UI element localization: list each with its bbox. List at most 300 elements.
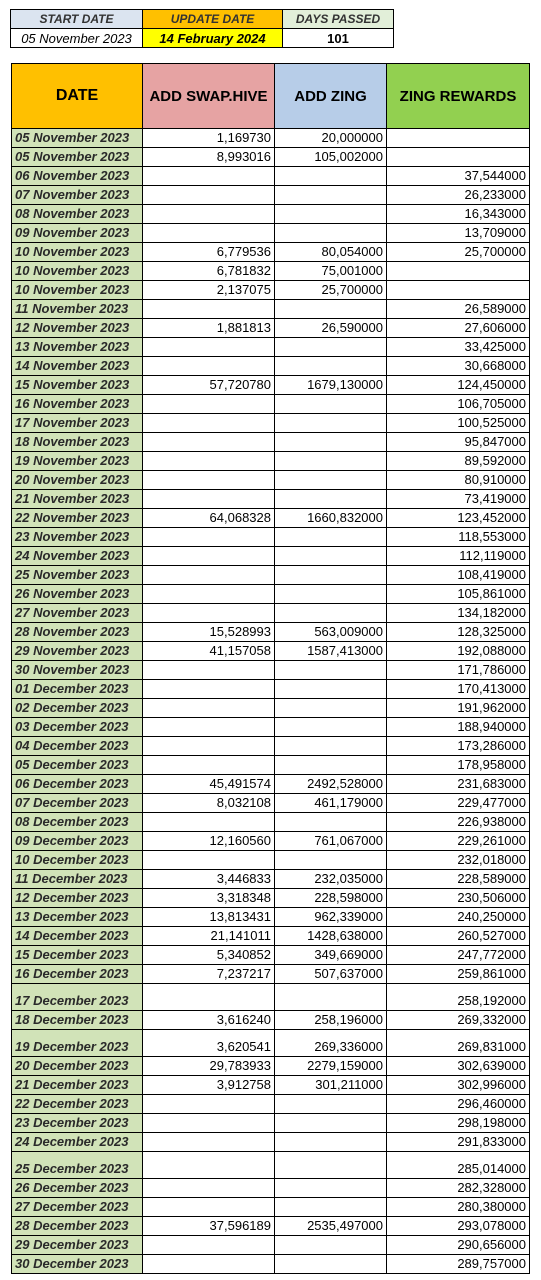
cell-add-swap-hive[interactable] bbox=[143, 604, 275, 623]
cell-date[interactable]: 04 December 2023 bbox=[12, 737, 143, 756]
cell-add-swap-hive[interactable] bbox=[143, 1179, 275, 1198]
cell-zing-rewards[interactable]: 229,477000 bbox=[387, 794, 530, 813]
rewards-table bbox=[11, 63, 530, 1274]
summary-value-row bbox=[11, 29, 394, 48]
cell-zing-rewards[interactable]: 112,119000 bbox=[387, 547, 530, 566]
table-row bbox=[12, 832, 530, 851]
cell-date[interactable]: 02 December 2023 bbox=[12, 699, 143, 718]
cell-date[interactable]: 23 December 2023 bbox=[12, 1114, 143, 1133]
cell-zing-rewards[interactable]: 280,380000 bbox=[387, 1198, 530, 1217]
cell-date[interactable]: 26 November 2023 bbox=[12, 585, 143, 604]
cell-date[interactable]: 28 November 2023 bbox=[12, 623, 143, 642]
cell-add-zing[interactable] bbox=[275, 547, 387, 566]
table-row bbox=[12, 186, 530, 205]
cell-add-zing[interactable] bbox=[275, 224, 387, 243]
cell-add-swap-hive[interactable] bbox=[143, 699, 275, 718]
cell-zing-rewards[interactable]: 118,553000 bbox=[387, 528, 530, 547]
cell-date[interactable]: 19 December 2023 bbox=[12, 1030, 143, 1057]
table-row bbox=[12, 471, 530, 490]
cell-add-swap-hive[interactable] bbox=[143, 452, 275, 471]
cell-zing-rewards[interactable]: 240,250000 bbox=[387, 908, 530, 927]
cell-add-swap-hive[interactable] bbox=[143, 186, 275, 205]
cell-zing-rewards[interactable]: 302,639000 bbox=[387, 1057, 530, 1076]
cell-add-zing[interactable] bbox=[275, 1255, 387, 1274]
cell-add-zing[interactable]: 2535,497000 bbox=[275, 1217, 387, 1236]
cell-date[interactable]: 03 December 2023 bbox=[12, 718, 143, 737]
cell-zing-rewards[interactable]: 124,450000 bbox=[387, 376, 530, 395]
table-row bbox=[12, 490, 530, 509]
cell-add-swap-hive[interactable] bbox=[143, 528, 275, 547]
cell-add-zing[interactable]: 461,179000 bbox=[275, 794, 387, 813]
cell-date[interactable]: 05 December 2023 bbox=[12, 756, 143, 775]
cell-add-swap-hive[interactable] bbox=[143, 357, 275, 376]
cell-add-swap-hive[interactable] bbox=[143, 205, 275, 224]
cell-add-swap-hive[interactable]: 1,169730 bbox=[143, 129, 275, 148]
cell-date[interactable]: 27 November 2023 bbox=[12, 604, 143, 623]
cell-date[interactable]: 14 December 2023 bbox=[12, 927, 143, 946]
cell-add-zing[interactable] bbox=[275, 1095, 387, 1114]
cell-add-zing[interactable] bbox=[275, 737, 387, 756]
cell-add-zing[interactable]: 75,001000 bbox=[275, 262, 387, 281]
cell-date[interactable]: 09 November 2023 bbox=[12, 224, 143, 243]
cell-zing-rewards[interactable] bbox=[387, 148, 530, 167]
cell-zing-rewards[interactable]: 232,018000 bbox=[387, 851, 530, 870]
table-row bbox=[12, 623, 530, 642]
cell-date[interactable]: 18 December 2023 bbox=[12, 1011, 143, 1030]
cell-zing-rewards[interactable]: 106,705000 bbox=[387, 395, 530, 414]
cell-add-swap-hive[interactable]: 6,779536 bbox=[143, 243, 275, 262]
table-row bbox=[12, 642, 530, 661]
cell-add-swap-hive[interactable]: 57,720780 bbox=[143, 376, 275, 395]
cell-zing-rewards[interactable]: 192,088000 bbox=[387, 642, 530, 661]
cell-zing-rewards[interactable]: 25,700000 bbox=[387, 243, 530, 262]
column-header-add-swap-hive[interactable]: ADD SWAP.HIVE bbox=[143, 64, 275, 129]
rewards-table-body bbox=[12, 129, 530, 1274]
cell-add-zing[interactable] bbox=[275, 414, 387, 433]
cell-add-swap-hive[interactable]: 6,781832 bbox=[143, 262, 275, 281]
table-row bbox=[12, 1255, 530, 1274]
cell-zing-rewards[interactable]: 26,589000 bbox=[387, 300, 530, 319]
cell-date[interactable]: 21 December 2023 bbox=[12, 1076, 143, 1095]
cell-add-swap-hive[interactable] bbox=[143, 433, 275, 452]
cell-date[interactable]: 16 November 2023 bbox=[12, 395, 143, 414]
cell-add-swap-hive[interactable]: 3,616240 bbox=[143, 1011, 275, 1030]
cell-add-swap-hive[interactable]: 13,813431 bbox=[143, 908, 275, 927]
cell-zing-rewards[interactable]: 302,996000 bbox=[387, 1076, 530, 1095]
cell-add-swap-hive[interactable] bbox=[143, 1114, 275, 1133]
cell-date[interactable]: 06 December 2023 bbox=[12, 775, 143, 794]
cell-add-swap-hive[interactable]: 15,528993 bbox=[143, 623, 275, 642]
table-row bbox=[12, 965, 530, 984]
cell-add-zing[interactable]: 761,067000 bbox=[275, 832, 387, 851]
cell-add-swap-hive[interactable] bbox=[143, 167, 275, 186]
table-row bbox=[12, 870, 530, 889]
cell-add-zing[interactable] bbox=[275, 452, 387, 471]
cell-date[interactable]: 21 November 2023 bbox=[12, 490, 143, 509]
cell-add-swap-hive[interactable] bbox=[143, 300, 275, 319]
cell-add-swap-hive[interactable] bbox=[143, 414, 275, 433]
cell-add-zing[interactable]: 301,211000 bbox=[275, 1076, 387, 1095]
cell-zing-rewards[interactable]: 105,861000 bbox=[387, 585, 530, 604]
cell-zing-rewards[interactable] bbox=[387, 129, 530, 148]
cell-add-swap-hive[interactable]: 3,446833 bbox=[143, 870, 275, 889]
table-row bbox=[12, 1179, 530, 1198]
table-row bbox=[12, 1030, 530, 1057]
table-row bbox=[12, 927, 530, 946]
cell-add-zing[interactable] bbox=[275, 338, 387, 357]
cell-zing-rewards[interactable]: 191,962000 bbox=[387, 699, 530, 718]
cell-add-swap-hive[interactable] bbox=[143, 756, 275, 775]
table-row bbox=[12, 509, 530, 528]
cell-add-swap-hive[interactable]: 3,620541 bbox=[143, 1030, 275, 1057]
cell-add-zing[interactable]: 105,002000 bbox=[275, 148, 387, 167]
cell-add-swap-hive[interactable] bbox=[143, 471, 275, 490]
cell-add-zing[interactable] bbox=[275, 984, 387, 1011]
cell-add-zing[interactable]: 507,637000 bbox=[275, 965, 387, 984]
cell-zing-rewards[interactable]: 269,831000 bbox=[387, 1030, 530, 1057]
cell-add-zing[interactable]: 563,009000 bbox=[275, 623, 387, 642]
cell-add-swap-hive[interactable] bbox=[143, 718, 275, 737]
cell-add-zing[interactable] bbox=[275, 528, 387, 547]
cell-zing-rewards[interactable]: 247,772000 bbox=[387, 946, 530, 965]
cell-add-swap-hive[interactable] bbox=[143, 1198, 275, 1217]
cell-date[interactable]: 08 November 2023 bbox=[12, 205, 143, 224]
cell-date[interactable]: 11 December 2023 bbox=[12, 870, 143, 889]
cell-date[interactable]: 25 December 2023 bbox=[12, 1152, 143, 1179]
cell-add-swap-hive[interactable]: 41,157058 bbox=[143, 642, 275, 661]
rewards-header-row bbox=[12, 64, 530, 129]
cell-date[interactable]: 14 November 2023 bbox=[12, 357, 143, 376]
cell-add-zing[interactable] bbox=[275, 1179, 387, 1198]
cell-zing-rewards[interactable]: 290,656000 bbox=[387, 1236, 530, 1255]
days-passed-value[interactable]: 101 bbox=[283, 29, 394, 48]
cell-date[interactable]: 17 December 2023 bbox=[12, 984, 143, 1011]
cell-add-zing[interactable]: 228,598000 bbox=[275, 889, 387, 908]
cell-date[interactable]: 13 December 2023 bbox=[12, 908, 143, 927]
column-header-add-zing[interactable]: ADD ZING bbox=[275, 64, 387, 129]
cell-add-zing[interactable] bbox=[275, 1133, 387, 1152]
cell-add-swap-hive[interactable] bbox=[143, 813, 275, 832]
cell-add-zing[interactable] bbox=[275, 167, 387, 186]
cell-zing-rewards[interactable]: 123,452000 bbox=[387, 509, 530, 528]
cell-add-zing[interactable] bbox=[275, 661, 387, 680]
column-header-zing-rewards[interactable]: ZING REWARDS bbox=[387, 64, 530, 129]
table-row bbox=[12, 1217, 530, 1236]
cell-add-swap-hive[interactable]: 8,032108 bbox=[143, 794, 275, 813]
cell-zing-rewards[interactable]: 100,525000 bbox=[387, 414, 530, 433]
table-row bbox=[12, 1114, 530, 1133]
cell-zing-rewards[interactable]: 170,413000 bbox=[387, 680, 530, 699]
cell-add-zing[interactable]: 962,339000 bbox=[275, 908, 387, 927]
cell-add-zing[interactable] bbox=[275, 756, 387, 775]
cell-add-swap-hive[interactable] bbox=[143, 1133, 275, 1152]
cell-zing-rewards[interactable]: 26,233000 bbox=[387, 186, 530, 205]
cell-add-zing[interactable] bbox=[275, 186, 387, 205]
cell-date[interactable]: 22 November 2023 bbox=[12, 509, 143, 528]
cell-add-zing[interactable] bbox=[275, 205, 387, 224]
cell-add-swap-hive[interactable] bbox=[143, 1236, 275, 1255]
table-row bbox=[12, 1236, 530, 1255]
cell-add-swap-hive[interactable]: 1,881813 bbox=[143, 319, 275, 338]
cell-zing-rewards[interactable]: 188,940000 bbox=[387, 718, 530, 737]
cell-zing-rewards[interactable]: 291,833000 bbox=[387, 1133, 530, 1152]
cell-add-zing[interactable] bbox=[275, 471, 387, 490]
table-row bbox=[12, 300, 530, 319]
table-row bbox=[12, 718, 530, 737]
cell-zing-rewards[interactable]: 228,589000 bbox=[387, 870, 530, 889]
cell-add-zing[interactable]: 26,590000 bbox=[275, 319, 387, 338]
cell-add-zing[interactable] bbox=[275, 433, 387, 452]
cell-add-swap-hive[interactable] bbox=[143, 1152, 275, 1179]
table-row bbox=[12, 680, 530, 699]
cell-add-zing[interactable] bbox=[275, 680, 387, 699]
cell-add-zing[interactable]: 2279,159000 bbox=[275, 1057, 387, 1076]
cell-date[interactable]: 27 December 2023 bbox=[12, 1198, 143, 1217]
cell-zing-rewards[interactable] bbox=[387, 262, 530, 281]
cell-add-zing[interactable]: 258,196000 bbox=[275, 1011, 387, 1030]
cell-date[interactable]: 24 November 2023 bbox=[12, 547, 143, 566]
cell-add-zing[interactable] bbox=[275, 357, 387, 376]
cell-add-zing[interactable] bbox=[275, 566, 387, 585]
table-row bbox=[12, 262, 530, 281]
cell-add-zing[interactable]: 349,669000 bbox=[275, 946, 387, 965]
table-row bbox=[12, 1152, 530, 1179]
cell-date[interactable]: 05 November 2023 bbox=[12, 148, 143, 167]
cell-zing-rewards[interactable]: 229,261000 bbox=[387, 832, 530, 851]
cell-add-swap-hive[interactable] bbox=[143, 1255, 275, 1274]
column-header-date[interactable]: DATE bbox=[12, 64, 143, 129]
cell-zing-rewards[interactable]: 296,460000 bbox=[387, 1095, 530, 1114]
cell-date[interactable]: 13 November 2023 bbox=[12, 338, 143, 357]
cell-add-zing[interactable] bbox=[275, 585, 387, 604]
cell-date[interactable]: 09 December 2023 bbox=[12, 832, 143, 851]
table-row bbox=[12, 851, 530, 870]
cell-date[interactable]: 29 November 2023 bbox=[12, 642, 143, 661]
cell-add-swap-hive[interactable]: 3,318348 bbox=[143, 889, 275, 908]
table-row bbox=[12, 1095, 530, 1114]
cell-add-swap-hive[interactable] bbox=[143, 585, 275, 604]
cell-add-swap-hive[interactable] bbox=[143, 737, 275, 756]
table-row bbox=[12, 319, 530, 338]
table-row bbox=[12, 585, 530, 604]
cell-add-zing[interactable] bbox=[275, 813, 387, 832]
table-row bbox=[12, 737, 530, 756]
cell-zing-rewards[interactable]: 178,958000 bbox=[387, 756, 530, 775]
cell-add-zing[interactable] bbox=[275, 490, 387, 509]
cell-add-zing[interactable] bbox=[275, 1198, 387, 1217]
cell-zing-rewards[interactable]: 37,544000 bbox=[387, 167, 530, 186]
cell-add-swap-hive[interactable] bbox=[143, 984, 275, 1011]
cell-zing-rewards[interactable]: 298,198000 bbox=[387, 1114, 530, 1133]
cell-date[interactable]: 25 November 2023 bbox=[12, 566, 143, 585]
cell-add-swap-hive[interactable]: 7,237217 bbox=[143, 965, 275, 984]
cell-add-swap-hive[interactable]: 37,596189 bbox=[143, 1217, 275, 1236]
table-row bbox=[12, 205, 530, 224]
table-row bbox=[12, 1057, 530, 1076]
cell-add-zing[interactable] bbox=[275, 718, 387, 737]
cell-add-swap-hive[interactable] bbox=[143, 338, 275, 357]
cell-date[interactable]: 22 December 2023 bbox=[12, 1095, 143, 1114]
cell-add-swap-hive[interactable] bbox=[143, 661, 275, 680]
table-row bbox=[12, 908, 530, 927]
cell-date[interactable]: 07 December 2023 bbox=[12, 794, 143, 813]
cell-zing-rewards[interactable]: 30,668000 bbox=[387, 357, 530, 376]
cell-add-zing[interactable] bbox=[275, 851, 387, 870]
table-row bbox=[12, 889, 530, 908]
update-date-value[interactable]: 14 February 2024 bbox=[143, 29, 283, 48]
cell-date[interactable]: 20 December 2023 bbox=[12, 1057, 143, 1076]
cell-add-zing[interactable]: 1587,413000 bbox=[275, 642, 387, 661]
cell-add-zing[interactable]: 25,700000 bbox=[275, 281, 387, 300]
cell-add-swap-hive[interactable]: 12,160560 bbox=[143, 832, 275, 851]
table-row bbox=[12, 148, 530, 167]
cell-add-swap-hive[interactable] bbox=[143, 566, 275, 585]
cell-add-zing[interactable]: 2492,528000 bbox=[275, 775, 387, 794]
table-row bbox=[12, 699, 530, 718]
cell-add-zing[interactable]: 232,035000 bbox=[275, 870, 387, 889]
cell-zing-rewards[interactable]: 230,506000 bbox=[387, 889, 530, 908]
table-row bbox=[12, 433, 530, 452]
cell-zing-rewards[interactable]: 231,683000 bbox=[387, 775, 530, 794]
cell-date[interactable]: 26 December 2023 bbox=[12, 1179, 143, 1198]
cell-zing-rewards[interactable]: 293,078000 bbox=[387, 1217, 530, 1236]
cell-zing-rewards[interactable]: 13,709000 bbox=[387, 224, 530, 243]
cell-add-zing[interactable] bbox=[275, 1114, 387, 1133]
cell-date[interactable]: 20 November 2023 bbox=[12, 471, 143, 490]
cell-add-swap-hive[interactable]: 45,491574 bbox=[143, 775, 275, 794]
cell-date[interactable]: 10 November 2023 bbox=[12, 262, 143, 281]
cell-add-swap-hive[interactable] bbox=[143, 490, 275, 509]
cell-add-zing[interactable] bbox=[275, 699, 387, 718]
cell-zing-rewards[interactable]: 260,527000 bbox=[387, 927, 530, 946]
table-row bbox=[12, 414, 530, 433]
cell-zing-rewards[interactable]: 89,592000 bbox=[387, 452, 530, 471]
cell-zing-rewards[interactable]: 226,938000 bbox=[387, 813, 530, 832]
cell-date[interactable]: 15 November 2023 bbox=[12, 376, 143, 395]
cell-zing-rewards[interactable]: 33,425000 bbox=[387, 338, 530, 357]
cell-add-swap-hive[interactable] bbox=[143, 1095, 275, 1114]
cell-add-swap-hive[interactable] bbox=[143, 395, 275, 414]
days-passed-header[interactable]: DAYS PASSED bbox=[283, 10, 394, 29]
cell-zing-rewards[interactable]: 259,861000 bbox=[387, 965, 530, 984]
table-row bbox=[12, 547, 530, 566]
table-row bbox=[12, 1133, 530, 1152]
cell-add-swap-hive[interactable] bbox=[143, 680, 275, 699]
cell-date[interactable]: 29 December 2023 bbox=[12, 1236, 143, 1255]
cell-add-swap-hive[interactable]: 8,993016 bbox=[143, 148, 275, 167]
cell-date[interactable]: 08 December 2023 bbox=[12, 813, 143, 832]
cell-zing-rewards[interactable]: 269,332000 bbox=[387, 1011, 530, 1030]
cell-add-zing[interactable]: 1679,130000 bbox=[275, 376, 387, 395]
cell-add-zing[interactable] bbox=[275, 395, 387, 414]
cell-zing-rewards[interactable]: 173,286000 bbox=[387, 737, 530, 756]
cell-zing-rewards[interactable]: 128,325000 bbox=[387, 623, 530, 642]
cell-zing-rewards[interactable]: 285,014000 bbox=[387, 1152, 530, 1179]
start-date-value[interactable]: 05 November 2023 bbox=[11, 29, 143, 48]
cell-date[interactable]: 06 November 2023 bbox=[12, 167, 143, 186]
table-row bbox=[12, 243, 530, 262]
table-row bbox=[12, 338, 530, 357]
cell-zing-rewards[interactable]: 171,786000 bbox=[387, 661, 530, 680]
cell-date[interactable]: 18 November 2023 bbox=[12, 433, 143, 452]
table-row bbox=[12, 376, 530, 395]
table-row bbox=[12, 129, 530, 148]
cell-date[interactable]: 30 November 2023 bbox=[12, 661, 143, 680]
table-row bbox=[12, 984, 530, 1011]
cell-add-swap-hive[interactable]: 64,068328 bbox=[143, 509, 275, 528]
table-row bbox=[12, 452, 530, 471]
cell-date[interactable]: 19 November 2023 bbox=[12, 452, 143, 471]
cell-zing-rewards[interactable]: 73,419000 bbox=[387, 490, 530, 509]
cell-add-zing[interactable] bbox=[275, 1236, 387, 1255]
cell-zing-rewards[interactable] bbox=[387, 281, 530, 300]
table-row bbox=[12, 357, 530, 376]
cell-add-swap-hive[interactable] bbox=[143, 851, 275, 870]
cell-zing-rewards[interactable]: 108,419000 bbox=[387, 566, 530, 585]
cell-zing-rewards[interactable]: 27,606000 bbox=[387, 319, 530, 338]
cell-date[interactable]: 28 December 2023 bbox=[12, 1217, 143, 1236]
cell-zing-rewards[interactable]: 258,192000 bbox=[387, 984, 530, 1011]
cell-add-zing[interactable]: 1660,832000 bbox=[275, 509, 387, 528]
table-row bbox=[12, 1198, 530, 1217]
cell-date[interactable]: 10 December 2023 bbox=[12, 851, 143, 870]
cell-add-zing[interactable] bbox=[275, 604, 387, 623]
cell-date[interactable]: 15 December 2023 bbox=[12, 946, 143, 965]
cell-add-swap-hive[interactable] bbox=[143, 547, 275, 566]
cell-zing-rewards[interactable]: 80,910000 bbox=[387, 471, 530, 490]
cell-add-swap-hive[interactable]: 5,340852 bbox=[143, 946, 275, 965]
cell-zing-rewards[interactable]: 282,328000 bbox=[387, 1179, 530, 1198]
table-row bbox=[12, 167, 530, 186]
cell-add-swap-hive[interactable]: 2,137075 bbox=[143, 281, 275, 300]
update-date-header[interactable]: UPDATE DATE bbox=[143, 10, 283, 29]
summary-table bbox=[10, 9, 394, 48]
cell-date[interactable]: 10 November 2023 bbox=[12, 281, 143, 300]
cell-date[interactable]: 01 December 2023 bbox=[12, 680, 143, 699]
table-row bbox=[12, 1011, 530, 1030]
table-row bbox=[12, 661, 530, 680]
cell-date[interactable]: 24 December 2023 bbox=[12, 1133, 143, 1152]
cell-date[interactable]: 07 November 2023 bbox=[12, 186, 143, 205]
cell-add-swap-hive[interactable]: 3,912758 bbox=[143, 1076, 275, 1095]
cell-add-zing[interactable] bbox=[275, 300, 387, 319]
cell-date[interactable]: 12 December 2023 bbox=[12, 889, 143, 908]
table-row bbox=[12, 946, 530, 965]
cell-date[interactable]: 23 November 2023 bbox=[12, 528, 143, 547]
cell-date[interactable]: 12 November 2023 bbox=[12, 319, 143, 338]
cell-date[interactable]: 17 November 2023 bbox=[12, 414, 143, 433]
start-date-header[interactable]: START DATE bbox=[11, 10, 143, 29]
cell-date[interactable]: 05 November 2023 bbox=[12, 129, 143, 148]
cell-date[interactable]: 16 December 2023 bbox=[12, 965, 143, 984]
cell-date[interactable]: 11 November 2023 bbox=[12, 300, 143, 319]
cell-add-swap-hive[interactable] bbox=[143, 224, 275, 243]
cell-date[interactable]: 10 November 2023 bbox=[12, 243, 143, 262]
cell-add-zing[interactable]: 1428,638000 bbox=[275, 927, 387, 946]
cell-zing-rewards[interactable]: 134,182000 bbox=[387, 604, 530, 623]
cell-add-swap-hive[interactable]: 21,141011 bbox=[143, 927, 275, 946]
cell-add-zing[interactable]: 20,000000 bbox=[275, 129, 387, 148]
cell-add-zing[interactable] bbox=[275, 1152, 387, 1179]
table-row bbox=[12, 1076, 530, 1095]
cell-add-swap-hive[interactable]: 29,783933 bbox=[143, 1057, 275, 1076]
cell-zing-rewards[interactable]: 16,343000 bbox=[387, 205, 530, 224]
cell-add-zing[interactable]: 269,336000 bbox=[275, 1030, 387, 1057]
cell-date[interactable]: 30 December 2023 bbox=[12, 1255, 143, 1274]
cell-zing-rewards[interactable]: 289,757000 bbox=[387, 1255, 530, 1274]
cell-add-zing[interactable]: 80,054000 bbox=[275, 243, 387, 262]
cell-zing-rewards[interactable]: 95,847000 bbox=[387, 433, 530, 452]
